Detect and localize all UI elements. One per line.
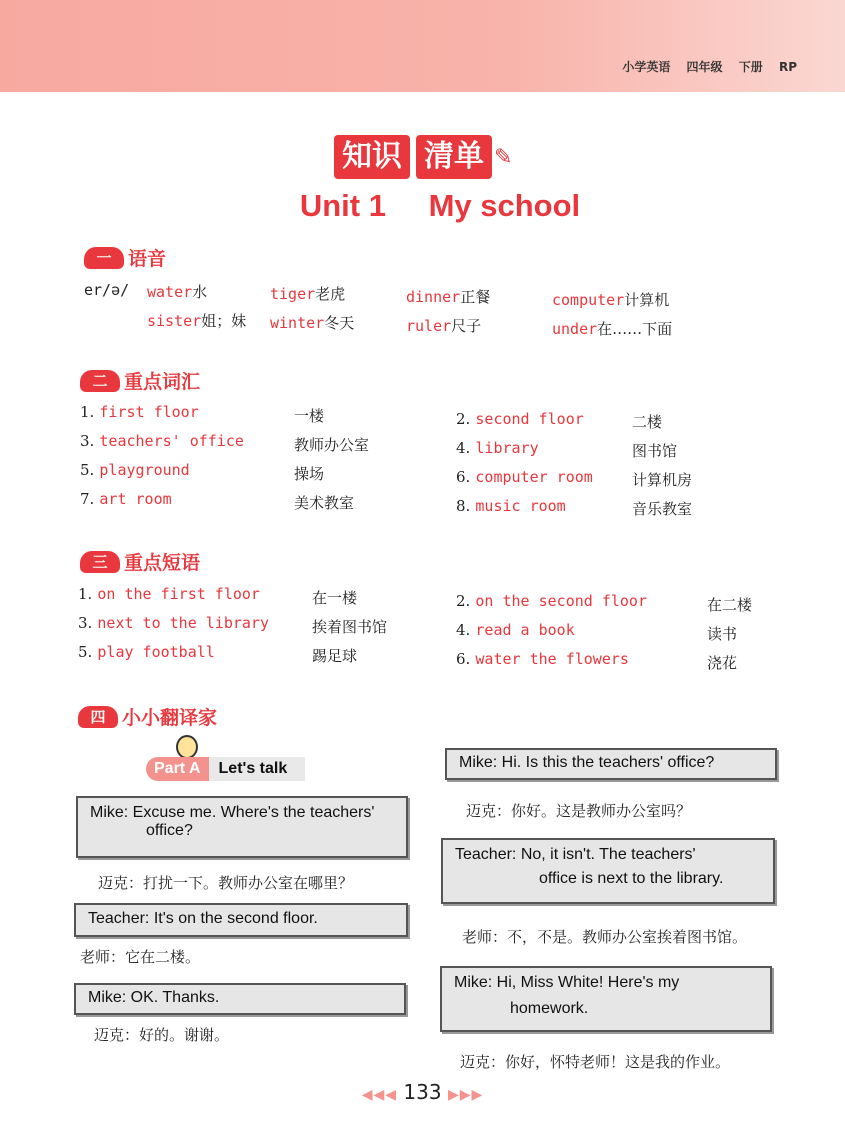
phrase-translation: 浇花: [707, 654, 738, 672]
unit-title: [0, 188, 845, 224]
cloud-number-icon: 一: [84, 247, 124, 269]
section-label: 小小翻译家: [122, 707, 218, 729]
vocab-item: 6. computer room: [456, 468, 593, 486]
dialogue-line-cont: office?: [146, 822, 193, 839]
vocab-item: 3. teachers' office: [80, 432, 244, 450]
section-label: 重点词汇: [124, 371, 201, 393]
unit-number: Unit 1: [299, 188, 386, 223]
vocab-translation: 二楼: [632, 413, 663, 431]
header-band: [0, 0, 845, 92]
phrase-item: 1. on the first floor: [78, 585, 260, 603]
vocab-item: 7. art room: [80, 490, 172, 508]
phonics-word: computer计算机: [552, 291, 670, 309]
section-vocab-heading: [80, 367, 200, 394]
dialogue-line: Teacher: It's on the second floor.: [88, 910, 318, 927]
pencil-icon: ✎: [494, 144, 513, 170]
dialogue-line: Mike: Hi, Miss White! Here's my: [454, 974, 680, 991]
phrase-translation: 踢足球: [312, 647, 358, 665]
dialogue-line: Teacher: No, it isn't. The teachers': [455, 846, 696, 863]
phrase-translation: 读书: [707, 625, 738, 643]
phrase-translation: 在一楼: [312, 589, 358, 607]
part-a-tag: [146, 757, 305, 781]
knowledge-list-badge: [334, 133, 512, 181]
vocab-translation: 计算机房: [632, 471, 693, 489]
dialogue-line-cont: homework.: [510, 1000, 589, 1017]
boy-face-icon: [176, 735, 198, 759]
section-label: 重点短语: [124, 552, 201, 574]
section-phonics-heading: [84, 244, 166, 271]
left-arrows-icon: ◀◀◀: [361, 1087, 398, 1103]
phrase-item: 6. water the flowers: [456, 650, 629, 668]
phonics-word: ruler尺子: [406, 317, 482, 335]
phonics-word: under在……下面: [552, 320, 673, 338]
cloud-number-icon: 四: [78, 706, 118, 728]
phrase-translation: 挨着图书馆: [312, 618, 388, 636]
phonics-word: winter冬天: [270, 314, 355, 332]
dialogue-translation: 老师：它在二楼。: [80, 948, 201, 966]
vocab-translation: 美术教室: [294, 494, 355, 512]
right-arrows-icon: ▶▶▶: [447, 1087, 484, 1103]
phrase-item: 5. play football: [78, 643, 215, 661]
vocab-item: 2. second floor: [456, 410, 584, 428]
dialogue-translation: 迈克：你好。这是教师办公室吗？: [466, 802, 692, 820]
phonics-word: water水: [147, 283, 208, 301]
phonics-word: sister姐；妹: [147, 312, 247, 330]
dialogue-bubble: [440, 966, 772, 1032]
dialogue-line-cont: office is next to the library.: [539, 870, 724, 887]
dialogue-bubble: [76, 796, 408, 858]
edition-label: RP: [778, 60, 797, 74]
page-number: 133: [403, 1080, 442, 1104]
vocab-translation: 一楼: [294, 407, 325, 425]
dialogue-bubble: [441, 838, 775, 904]
dialogue-line: Mike: Hi. Is this the teachers' office?: [459, 754, 715, 771]
vocab-translation: 操场: [294, 465, 325, 483]
dialogue-bubble: [445, 748, 777, 780]
section-phrases-heading: [80, 548, 200, 575]
part-name: Let's talk: [209, 757, 306, 781]
dialogue-translation: 迈克：你好，怀特老师！这是我的作业。: [460, 1053, 731, 1071]
badge-part2: 清单: [416, 135, 492, 179]
dialogue-translation: 迈克：好的。谢谢。: [94, 1026, 230, 1044]
cloud-number-icon: 三: [80, 551, 120, 573]
phrase-item: 3. next to the library: [78, 614, 269, 632]
vocab-item: 4. library: [456, 439, 539, 457]
phrase-item: 2. on the second floor: [456, 592, 647, 610]
dialogue-bubble: [74, 903, 408, 937]
section-label: 语音: [128, 248, 167, 270]
book-info: [610, 58, 797, 75]
vocab-translation: 图书馆: [632, 442, 678, 460]
dialogue-translation: 迈克：打扰一下。教师办公室在哪里？: [98, 874, 354, 892]
vocab-item: 8. music room: [456, 497, 566, 515]
vocab-translation: 教师办公室: [294, 436, 370, 454]
dialogue-line: Mike: OK. Thanks.: [88, 989, 220, 1006]
page-footer: [0, 1080, 845, 1104]
dialogue-line: Mike: Excuse me. Where's the teachers': [90, 804, 375, 821]
phonics-sound: er/ə/: [84, 281, 130, 299]
phonics-word: tiger老虎: [270, 285, 346, 303]
part-label: Part A: [146, 757, 209, 781]
vocab-translation: 音乐教室: [632, 500, 693, 518]
volume-label: 下册: [738, 60, 763, 74]
cloud-number-icon: 二: [80, 370, 120, 392]
phrase-item: 4. read a book: [456, 621, 575, 639]
book-name: 小学英语: [622, 60, 671, 74]
dialogue-bubble: [74, 983, 406, 1015]
dialogue-translation: 老师：不，不是。教师办公室挨着图书馆。: [462, 928, 748, 946]
phonics-word: dinner正餐: [406, 288, 491, 306]
vocab-item: 5. playground: [80, 461, 190, 479]
section-translator-heading: [78, 703, 217, 730]
unit-name: My school: [428, 188, 581, 223]
badge-part1: 知识: [334, 135, 410, 179]
grade-label: 四年级: [686, 60, 723, 74]
vocab-item: 1. first floor: [80, 403, 199, 421]
phrase-translation: 在二楼: [707, 596, 753, 614]
